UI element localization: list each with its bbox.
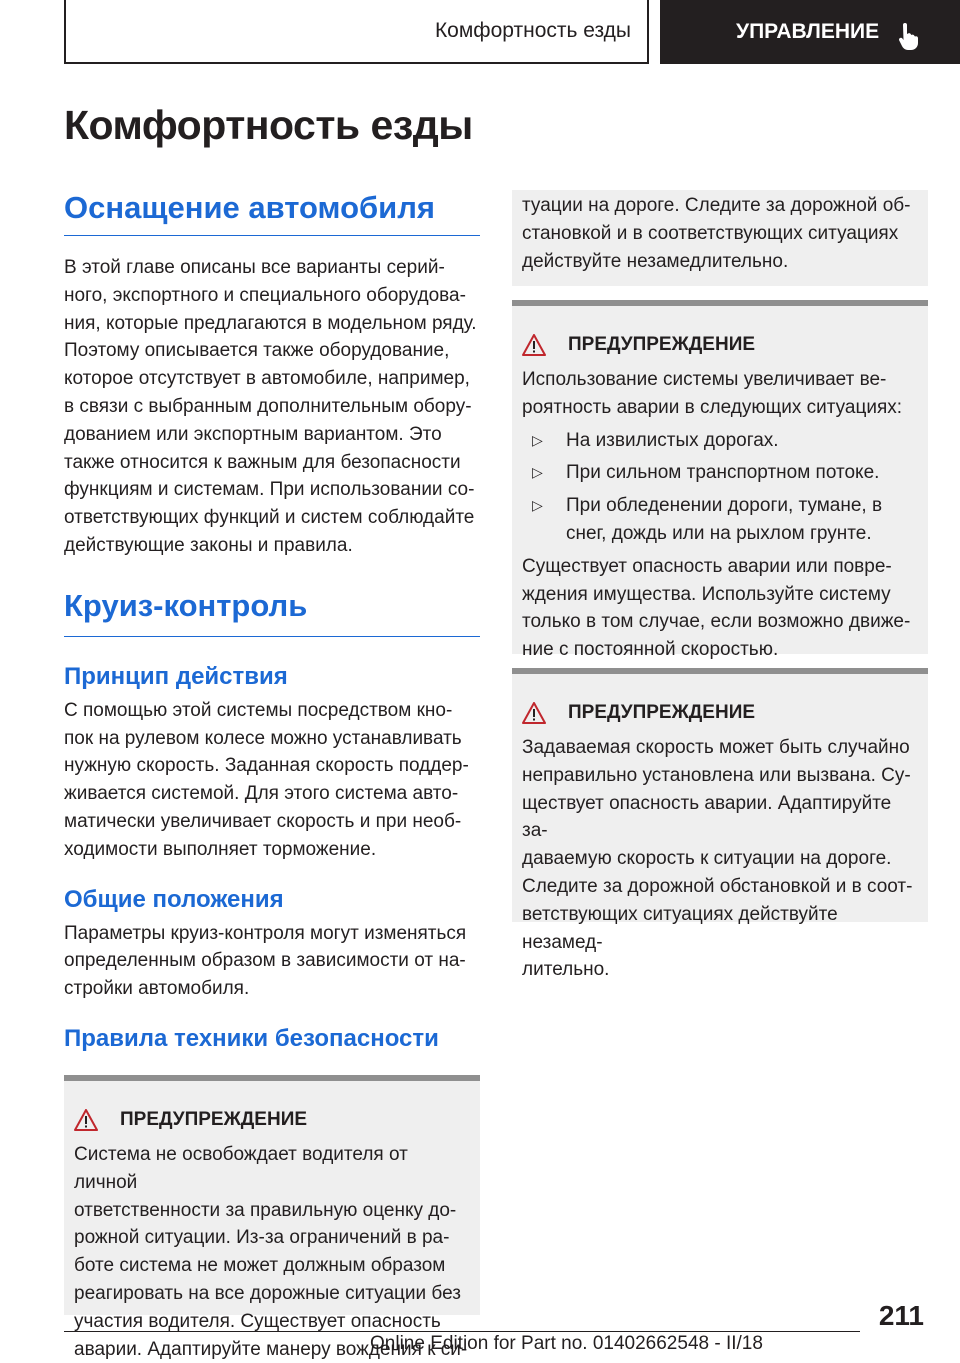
heading-general: Общие положения <box>64 885 284 913</box>
warning-triangle-icon <box>522 334 546 356</box>
left-column <box>64 190 480 1360</box>
heading-safety: Правила техники безопасности <box>64 1024 439 1052</box>
footer-divider <box>64 1331 860 1332</box>
heading-equipment: Оснащение автомобиля <box>64 190 480 236</box>
paragraph-equipment: В этой главе описаны все варианты серий- ного, экспортного и специального оборудова- ния, которые предлагаются в модельном ряду. Поэтому описывается также оборудование, которое отсутствует в автомобиле, например, в связи с выбранным дополнительным обору- дованием или экспортным вариантом. Это также относится к важным для безопасности функциям и системам. При использовании со- ответствующих функций и систем соблюдайте действующие законы и правила. <box>64 257 477 556</box>
page-title: Комфортность езды <box>64 102 473 148</box>
header-chapter-title: УПРАВЛЕНИЕ <box>736 20 880 43</box>
warning-box-1 <box>64 1075 480 1360</box>
warning-intro-2: Использование системы увеличивает ве- роятность аварии в следующих ситуациях: <box>522 369 903 418</box>
warning-label-1: ПРЕДУПРЕЖДЕНИЕ <box>120 1108 308 1130</box>
warning-text-1: Система не освобождает водителя от личной ответственности за правильную оценку до- рожной ситуации. Из-за ограничений в ра- боте система не может должным образом реагировать на все дорожные ситуации без участия водителя. Существует опасность аварии. Адаптируйте манеру вождения к си- <box>74 1143 468 1360</box>
list-item: ▷ При обледенении дороги, тумане, в снег, дождь или на рыхлом грунте. <box>522 492 918 548</box>
warning-triangle-icon <box>522 702 546 724</box>
running-header-chapter <box>660 0 960 64</box>
warning-box-2 <box>512 300 928 661</box>
triangle-bullet-icon: ▷ <box>532 497 543 514</box>
list-item: ▷ На извилистых дорогах. <box>522 427 918 455</box>
page-number: 211 <box>878 1300 924 1331</box>
warning-label-3: ПРЕДУПРЕЖДЕНИЕ <box>568 702 756 723</box>
warning-text-3: Задаваемая скорость может быть случайно неправильно установлена или вызвана. Су- ществует опасность аварии. Адаптируйте за- даваемую скорость к ситуации на дороге. Следите за дорожной обстановкой и в соот- ветствующих ситуациях действуйте незамед- лительно. <box>522 737 913 981</box>
list-item: ▷ При сильном транспортном потоке. <box>522 459 918 487</box>
paragraph-principle: С помощью этой системы посредством кно- пок на рулевом колесе можно устанавливать нужную скорость. Заданная скорость поддер- живается системой. Для этого система авто- матически увеличивает скорость и при необ- ходимости выполняет торможение. <box>64 699 469 860</box>
warning-text-1-continued: туации на дороге. Следите за дорожной об- становкой и в соответствующих ситуациях действуйте незамедлительно. <box>522 195 911 272</box>
warning-box-3 <box>512 668 928 981</box>
edition-note: Online Edition for Part no. 01402662548 - II/18 <box>370 1333 763 1354</box>
paragraph-general: Параметры круиз-контроля могут изменяться определенным образом в зависимости от на- стройки автомобиля. <box>64 922 467 1000</box>
warning-title-2 <box>522 328 918 362</box>
header-section-title: Комфортность езды <box>434 19 631 42</box>
warning-bullet-list <box>522 427 918 548</box>
warning-title-1 <box>74 1103 470 1137</box>
right-column <box>512 190 928 981</box>
heading-cruise-control: Круиз-контроль <box>64 588 480 637</box>
warning-triangle-icon <box>74 1109 98 1131</box>
warning-box-1-continued <box>512 190 928 286</box>
heading-principle: Принцип действия <box>64 662 288 690</box>
running-header-section <box>64 0 649 64</box>
warning-label-2: ПРЕДУПРЕЖДЕНИЕ <box>568 334 756 355</box>
warning-outro-2: Существует опасность аварии или повре- ждения имущества. Используйте систему только в том случае, если возможно движе- ние с постоянной скоростью. <box>522 555 911 661</box>
triangle-bullet-icon: ▷ <box>532 464 543 481</box>
triangle-bullet-icon: ▷ <box>532 431 543 448</box>
warning-title-3 <box>522 696 918 730</box>
hand-pointer-icon <box>896 23 920 51</box>
